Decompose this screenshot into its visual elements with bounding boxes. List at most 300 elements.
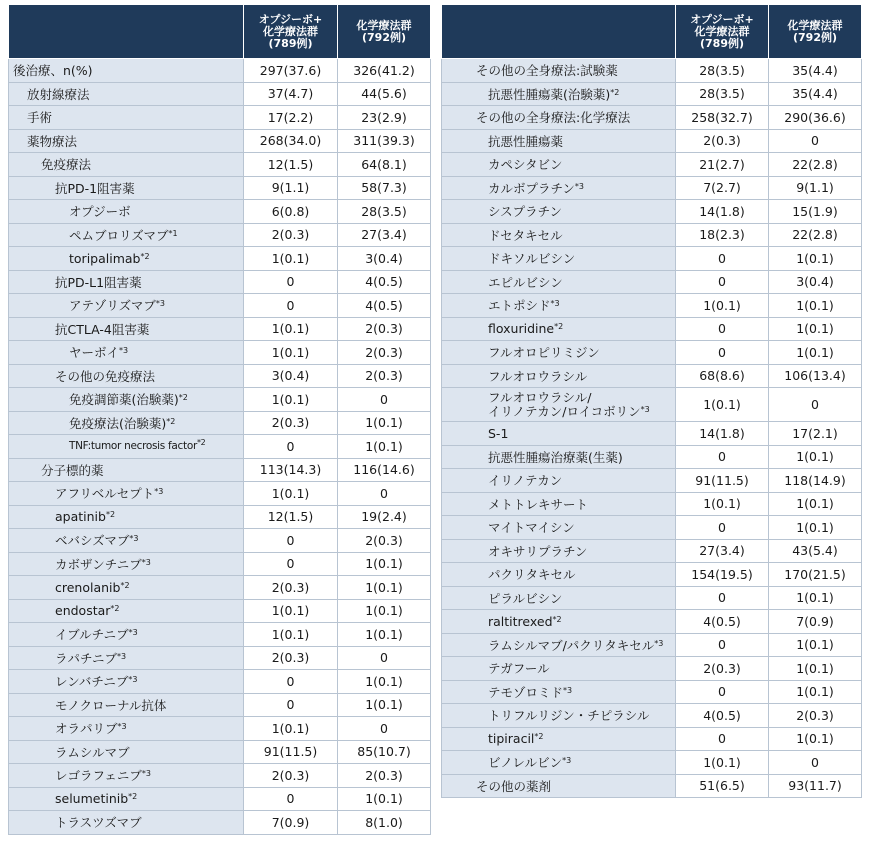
value-nivolumab-chemo: 0 — [244, 270, 338, 294]
value-chemo: 27(3.4) — [338, 223, 431, 247]
row-label — [9, 505, 244, 529]
table-row — [442, 294, 862, 318]
row-label-text: ドキソルビシン — [488, 251, 576, 267]
table-row — [442, 59, 862, 83]
footnote-marker: *3 — [574, 181, 584, 191]
row-label — [9, 294, 244, 318]
value-nivolumab-chemo: 3(0.4) — [244, 364, 338, 388]
row-label — [442, 751, 676, 775]
table-row — [9, 740, 431, 764]
row-label — [9, 82, 244, 106]
row-label — [442, 469, 676, 493]
value-nivolumab-chemo: 27(3.4) — [676, 539, 769, 563]
value-chemo: 118(14.9) — [769, 469, 862, 493]
row-label-text: その他の薬剤 — [476, 778, 552, 794]
value-nivolumab-chemo: 297(37.6) — [244, 59, 338, 83]
table-row — [442, 247, 862, 271]
table-row — [442, 586, 862, 610]
value-chemo: 2(0.3) — [769, 704, 862, 728]
value-nivolumab-chemo: 28(3.5) — [676, 59, 769, 83]
value-chemo: 1(0.1) — [338, 670, 431, 694]
value-nivolumab-chemo: 1(0.1) — [244, 623, 338, 647]
table-row — [442, 106, 862, 130]
value-chemo: 2(0.3) — [338, 341, 431, 365]
row-label — [442, 270, 676, 294]
footnote-marker: *3 — [154, 487, 164, 497]
row-label — [9, 317, 244, 341]
row-label-text: その他の免疫療法 — [55, 368, 156, 384]
header-row — [9, 5, 431, 59]
footnote-marker: *3 — [141, 557, 151, 567]
row-label-text: レゴラフェニブ — [55, 768, 142, 784]
value-nivolumab-chemo: 113(14.3) — [244, 458, 338, 482]
table-row — [442, 176, 862, 200]
value-nivolumab-chemo: 268(34.0) — [244, 129, 338, 153]
value-chemo: 2(0.3) — [338, 364, 431, 388]
table-row — [442, 774, 862, 798]
row-label-text: 後治療、n(%) — [13, 63, 93, 79]
left-table — [8, 4, 431, 835]
row-label — [442, 176, 676, 200]
footnote-marker: *1 — [168, 228, 178, 238]
value-chemo: 1(0.1) — [769, 727, 862, 751]
table-row — [442, 751, 862, 775]
value-nivolumab-chemo: 2(0.3) — [676, 129, 769, 153]
row-label-text: endostar — [55, 603, 111, 619]
table-row — [442, 364, 862, 388]
value-chemo: 0 — [769, 388, 862, 422]
value-nivolumab-chemo: 37(4.7) — [244, 82, 338, 106]
value-chemo: 1(0.1) — [769, 586, 862, 610]
row-label-text: S-1 — [488, 425, 509, 441]
row-label-text: イリノテカン/ロイコボリン — [488, 403, 641, 419]
table-row — [9, 482, 431, 506]
value-chemo: 1(0.1) — [338, 693, 431, 717]
value-chemo: 19(2.4) — [338, 505, 431, 529]
value-nivolumab-chemo: 0 — [676, 445, 769, 469]
value-chemo: 290(36.6) — [769, 106, 862, 130]
row-label — [442, 563, 676, 587]
row-label-text: 放射線療法 — [27, 86, 90, 102]
row-label-text: tipiracil — [488, 731, 535, 747]
row-label-text: オラパリブ — [55, 721, 118, 737]
value-nivolumab-chemo: 1(0.1) — [244, 599, 338, 623]
row-label — [442, 422, 676, 446]
row-label — [9, 646, 244, 670]
table-row — [9, 82, 431, 106]
value-nivolumab-chemo: 1(0.1) — [244, 317, 338, 341]
value-nivolumab-chemo: 1(0.1) — [676, 492, 769, 516]
row-label — [442, 539, 676, 563]
row-label — [9, 529, 244, 553]
left-table-body — [9, 59, 431, 835]
row-label-text: エピルビシン — [488, 274, 563, 290]
table-row — [9, 247, 431, 271]
header-line: 化学療法群 — [694, 24, 750, 38]
row-label — [442, 657, 676, 681]
row-label — [442, 704, 676, 728]
row-label — [442, 59, 676, 83]
table-row — [442, 129, 862, 153]
table-row — [442, 539, 862, 563]
footnote-marker: *3 — [141, 769, 151, 779]
header-empty — [9, 5, 244, 59]
row-label-text: エトポシド — [488, 298, 551, 314]
value-nivolumab-chemo: 258(32.7) — [676, 106, 769, 130]
table-row — [9, 294, 431, 318]
footnote-marker: *3 — [129, 534, 139, 544]
footnote-marker: *2 — [534, 732, 544, 742]
header-line: (792例) — [792, 30, 838, 44]
footnote-marker: *3 — [117, 722, 127, 732]
value-chemo: 23(2.9) — [338, 106, 431, 130]
row-label — [9, 670, 244, 694]
footnote-marker: *2 — [196, 438, 206, 448]
value-chemo: 35(4.4) — [769, 82, 862, 106]
value-nivolumab-chemo: 1(0.1) — [244, 247, 338, 271]
row-label-text: カボザンチニブ — [55, 556, 142, 572]
row-label-text: イリノテカン — [488, 473, 563, 489]
table-row — [9, 364, 431, 388]
row-label-text: オキサリプラチン — [488, 543, 588, 559]
value-chemo: 311(39.3) — [338, 129, 431, 153]
row-label-text: 分子標的薬 — [41, 462, 104, 478]
value-chemo: 1(0.1) — [769, 294, 862, 318]
row-label-text: アテゾリズマブ — [69, 298, 156, 314]
value-nivolumab-chemo: 14(1.8) — [676, 422, 769, 446]
header-line: オプジーボ+ — [258, 12, 323, 26]
row-label — [9, 599, 244, 623]
table-row — [9, 341, 431, 365]
table-row — [9, 458, 431, 482]
row-label-text: raltitrexed — [488, 613, 553, 629]
value-chemo: 0 — [338, 646, 431, 670]
table-row — [9, 388, 431, 412]
row-label — [9, 106, 244, 130]
row-label — [9, 552, 244, 576]
row-label — [442, 633, 676, 657]
value-chemo: 1(0.1) — [769, 516, 862, 540]
row-label — [9, 247, 244, 271]
row-label-text: シスプラチン — [488, 204, 563, 220]
row-label — [442, 341, 676, 365]
row-label-text: その他の全身療法:試験薬 — [476, 63, 618, 79]
row-label-text: crenolanib — [55, 579, 121, 595]
header-line: (789例) — [268, 36, 313, 50]
value-nivolumab-chemo: 0 — [676, 317, 769, 341]
table-row — [442, 633, 862, 657]
row-label-text: フルオロウラシル — [488, 368, 588, 384]
row-label-text: 抗悪性腫瘍薬(治験薬) — [488, 86, 611, 102]
row-label — [9, 764, 244, 788]
table-row — [9, 717, 431, 741]
table-row — [442, 680, 862, 704]
value-nivolumab-chemo: 1(0.1) — [676, 294, 769, 318]
value-chemo: 9(1.1) — [769, 176, 862, 200]
table-row — [442, 388, 862, 422]
value-chemo: 2(0.3) — [338, 317, 431, 341]
value-chemo: 44(5.6) — [338, 82, 431, 106]
row-label-text: 抗PD-L1阻害薬 — [55, 274, 142, 290]
row-label-text: イブルチニブ — [55, 627, 129, 643]
row-label-text: ペムブロリズマブ — [69, 227, 169, 243]
value-nivolumab-chemo: 6(0.8) — [244, 200, 338, 224]
table-row — [9, 153, 431, 177]
value-chemo: 1(0.1) — [338, 576, 431, 600]
row-label — [9, 482, 244, 506]
value-nivolumab-chemo: 12(1.5) — [244, 505, 338, 529]
footnote-marker: *3 — [562, 756, 572, 766]
table-row — [442, 727, 862, 751]
table-row — [442, 610, 862, 634]
value-nivolumab-chemo: 4(0.5) — [676, 610, 769, 634]
value-nivolumab-chemo: 154(19.5) — [676, 563, 769, 587]
row-label-text: フルオロピリミジン — [488, 345, 600, 361]
header-chemo — [769, 5, 862, 59]
table-row — [9, 670, 431, 694]
value-nivolumab-chemo: 4(0.5) — [676, 704, 769, 728]
value-nivolumab-chemo: 51(6.5) — [676, 774, 769, 798]
value-chemo: 0 — [769, 751, 862, 775]
value-nivolumab-chemo: 7(2.7) — [676, 176, 769, 200]
value-nivolumab-chemo: 0 — [676, 586, 769, 610]
table-row — [9, 106, 431, 130]
value-nivolumab-chemo: 17(2.2) — [244, 106, 338, 130]
value-nivolumab-chemo: 0 — [676, 270, 769, 294]
row-label-text: レンバチニブ — [55, 674, 129, 690]
header-empty — [442, 5, 676, 59]
value-chemo: 4(0.5) — [338, 294, 431, 318]
table-row — [442, 445, 862, 469]
value-chemo: 326(41.2) — [338, 59, 431, 83]
table-row — [9, 576, 431, 600]
value-chemo: 28(3.5) — [338, 200, 431, 224]
row-label-text: その他の全身療法:化学療法 — [476, 110, 631, 126]
header-row — [442, 5, 862, 59]
row-label — [9, 623, 244, 647]
row-label-text: 免疫療法 — [41, 157, 92, 173]
row-label — [9, 458, 244, 482]
value-nivolumab-chemo: 1(0.1) — [676, 751, 769, 775]
row-label — [442, 153, 676, 177]
row-label-text: 免疫調節薬(治験薬) — [69, 392, 179, 408]
row-label — [442, 492, 676, 516]
row-label-text: テモゾロミド — [488, 684, 564, 700]
value-chemo: 0 — [338, 388, 431, 412]
table-row — [9, 317, 431, 341]
header-line: 化学療法群 — [787, 18, 843, 32]
table-row — [9, 764, 431, 788]
row-label — [442, 129, 676, 153]
table-row — [9, 811, 431, 835]
table-row — [442, 200, 862, 224]
value-chemo: 106(13.4) — [769, 364, 862, 388]
row-label-text: 免疫療法(治験薬) — [69, 415, 167, 431]
footnote-marker: *3 — [117, 651, 127, 661]
row-label — [442, 727, 676, 751]
row-label — [442, 106, 676, 130]
row-label — [442, 586, 676, 610]
value-nivolumab-chemo: 2(0.3) — [244, 646, 338, 670]
header-nivolumab-chemo — [676, 5, 769, 59]
table-row — [9, 223, 431, 247]
table-row — [442, 516, 862, 540]
table-row — [442, 422, 862, 446]
row-label — [9, 811, 244, 835]
row-label-text: マイトマイシン — [488, 520, 575, 536]
footnote-marker: *2 — [110, 604, 120, 614]
table-row — [9, 552, 431, 576]
table-row — [9, 529, 431, 553]
table-row — [442, 492, 862, 516]
row-label-text: 抗PD-1阻害薬 — [55, 180, 135, 196]
table-row — [9, 411, 431, 435]
value-nivolumab-chemo: 0 — [244, 670, 338, 694]
value-chemo: 15(1.9) — [769, 200, 862, 224]
value-nivolumab-chemo: 1(0.1) — [244, 482, 338, 506]
value-nivolumab-chemo: 0 — [676, 341, 769, 365]
value-nivolumab-chemo: 2(0.3) — [244, 764, 338, 788]
row-label — [442, 445, 676, 469]
row-label-text: 抗CTLA-4阻害薬 — [55, 321, 150, 337]
footnote-marker: *2 — [105, 510, 116, 520]
footnote-marker: *3 — [640, 404, 650, 414]
value-chemo: 1(0.1) — [338, 623, 431, 647]
row-label — [442, 516, 676, 540]
table-row — [9, 129, 431, 153]
footnote-marker: *3 — [563, 685, 573, 695]
row-label — [442, 317, 676, 341]
row-label-text: ドセタキセル — [488, 227, 563, 243]
row-label-text: トリフルリジン・チピラシル — [488, 708, 650, 724]
value-nivolumab-chemo: 1(0.1) — [244, 341, 338, 365]
row-label-text: selumetinib — [55, 791, 129, 807]
value-chemo: 1(0.1) — [338, 599, 431, 623]
table-row — [9, 599, 431, 623]
value-chemo: 0 — [338, 482, 431, 506]
row-label-text: 手術 — [27, 110, 53, 126]
row-label-text: パクリタキセル — [488, 567, 576, 583]
value-nivolumab-chemo: 0 — [244, 294, 338, 318]
value-nivolumab-chemo: 18(2.3) — [676, 223, 769, 247]
value-chemo: 8(1.0) — [338, 811, 431, 835]
table-row — [442, 469, 862, 493]
value-chemo: 4(0.5) — [338, 270, 431, 294]
row-label — [9, 223, 244, 247]
row-label-text: ラムシルマブ — [55, 744, 130, 760]
table-row — [442, 153, 862, 177]
footnote-marker: *2 — [120, 580, 130, 590]
value-chemo: 170(21.5) — [769, 563, 862, 587]
footnote-marker: *3 — [550, 299, 560, 309]
value-chemo: 1(0.1) — [338, 787, 431, 811]
row-label — [442, 223, 676, 247]
row-label — [9, 787, 244, 811]
row-label-text: カルボプラチン — [488, 180, 575, 196]
row-label-text: 抗悪性腫瘍薬 — [488, 133, 564, 149]
row-label — [9, 693, 244, 717]
footnote-marker: *2 — [610, 87, 620, 97]
value-nivolumab-chemo: 14(1.8) — [676, 200, 769, 224]
value-chemo: 93(11.7) — [769, 774, 862, 798]
value-chemo: 1(0.1) — [338, 411, 431, 435]
value-nivolumab-chemo: 91(11.5) — [676, 469, 769, 493]
value-nivolumab-chemo: 91(11.5) — [244, 740, 338, 764]
header-line: オプジーボ+ — [690, 12, 754, 26]
row-label — [442, 200, 676, 224]
value-chemo: 43(5.4) — [769, 539, 862, 563]
row-label — [9, 576, 244, 600]
row-label — [9, 364, 244, 388]
table-row — [9, 623, 431, 647]
row-label-text: モノクローナル抗体 — [55, 697, 167, 713]
header-nivolumab-chemo — [244, 5, 338, 59]
row-label-text: トラスツズマブ — [55, 815, 142, 831]
value-nivolumab-chemo: 9(1.1) — [244, 176, 338, 200]
footnote-marker: *2 — [552, 614, 562, 624]
row-label — [9, 176, 244, 200]
value-nivolumab-chemo: 2(0.3) — [244, 411, 338, 435]
table-row — [442, 82, 862, 106]
value-nivolumab-chemo: 1(0.1) — [244, 717, 338, 741]
row-label — [442, 774, 676, 798]
value-chemo: 3(0.4) — [338, 247, 431, 271]
value-nivolumab-chemo: 68(8.6) — [676, 364, 769, 388]
table-row — [9, 787, 431, 811]
row-label — [9, 388, 244, 412]
value-chemo: 22(2.8) — [769, 153, 862, 177]
value-chemo: 7(0.9) — [769, 610, 862, 634]
header-chemo — [338, 5, 431, 59]
row-label-text: ピラルビシン — [488, 590, 563, 606]
value-chemo: 1(0.1) — [338, 435, 431, 459]
value-nivolumab-chemo: 0 — [244, 787, 338, 811]
value-nivolumab-chemo: 0 — [244, 693, 338, 717]
table-row — [9, 270, 431, 294]
row-label-text: フルオロウラシル/ — [488, 389, 592, 405]
table-row — [9, 200, 431, 224]
value-chemo: 1(0.1) — [769, 445, 862, 469]
row-label-text: ヤーボイ — [69, 345, 120, 361]
footnote-marker: *2 — [140, 251, 150, 261]
table-row — [9, 693, 431, 717]
table-row — [442, 223, 862, 247]
value-nivolumab-chemo: 12(1.5) — [244, 153, 338, 177]
table-row — [9, 59, 431, 83]
row-label — [9, 270, 244, 294]
value-nivolumab-chemo: 2(0.3) — [676, 657, 769, 681]
value-chemo: 35(4.4) — [769, 59, 862, 83]
value-nivolumab-chemo: 0 — [244, 552, 338, 576]
value-chemo: 17(2.1) — [769, 422, 862, 446]
row-label — [442, 247, 676, 271]
row-label — [442, 294, 676, 318]
value-chemo: 1(0.1) — [769, 680, 862, 704]
footnote-marker: *3 — [119, 346, 129, 356]
value-chemo: 1(0.1) — [769, 341, 862, 365]
value-chemo: 22(2.8) — [769, 223, 862, 247]
value-nivolumab-chemo: 0 — [676, 516, 769, 540]
value-chemo: 1(0.1) — [338, 552, 431, 576]
table-row — [9, 435, 431, 459]
row-label — [442, 82, 676, 106]
table-row — [9, 505, 431, 529]
row-label-text: floxuridine — [488, 321, 555, 337]
row-label-text: カペシタビン — [488, 157, 563, 173]
value-chemo: 1(0.1) — [769, 492, 862, 516]
footnote-marker: *2 — [178, 393, 188, 403]
value-nivolumab-chemo: 21(2.7) — [676, 153, 769, 177]
